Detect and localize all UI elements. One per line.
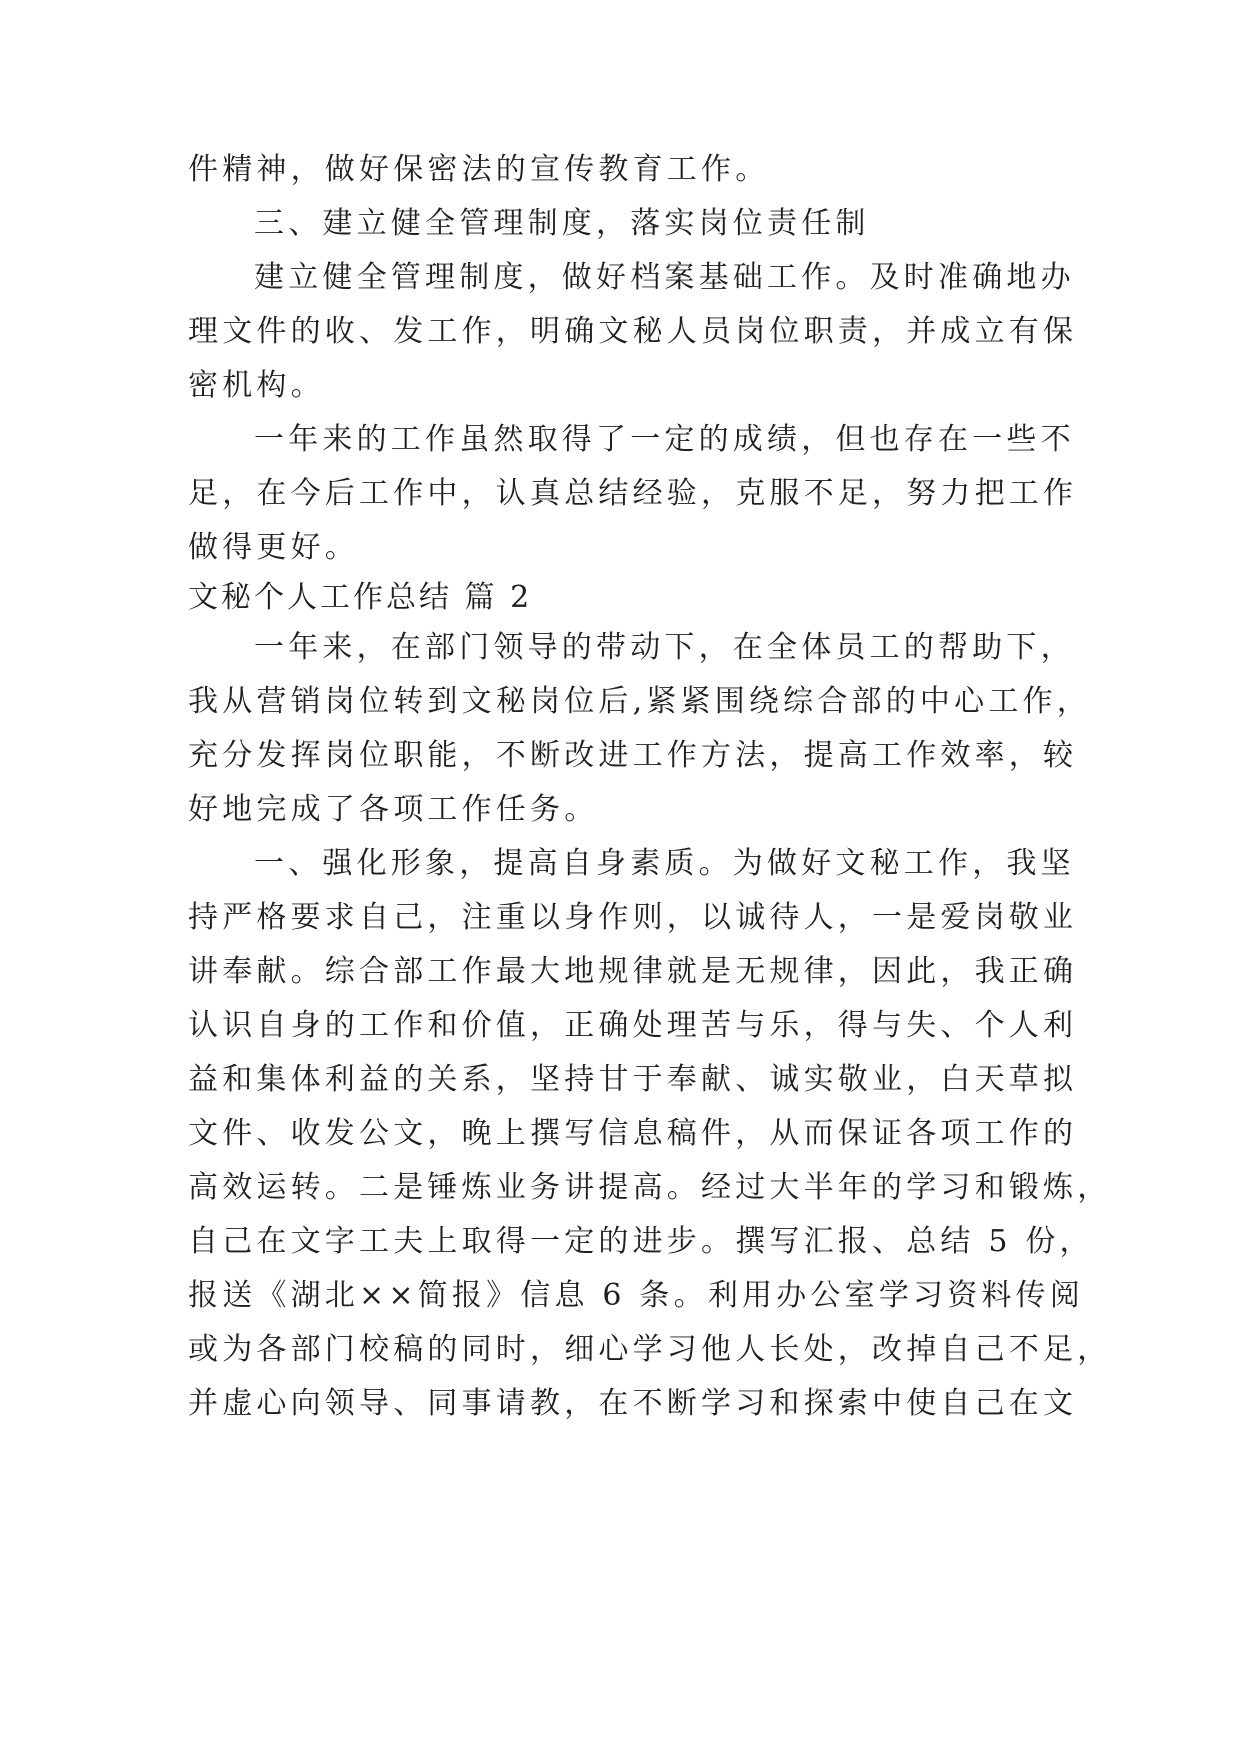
text-line: 高效运转。二是锤炼业务讲提高。经过大半年的学习和锻炼，: [188, 1170, 1112, 1205]
text-line: 理文件的收、发工作，明确文秘人员岗位职责，并成立有保: [188, 314, 1078, 349]
article-title: 文秘个人工作总结 篇 2: [188, 580, 533, 615]
text-line: 一年来的工作虽然取得了一定的成绩，但也存在一些不: [254, 422, 1075, 457]
text-line: 一年来，在部门领导的带动下，在全体员工的帮助下，: [254, 630, 1075, 665]
text-line: 益和集体利益的关系，坚持甘于奉献、诚实敬业，白天草拟: [188, 1062, 1078, 1097]
text-line: 件精神，做好保密法的宣传教育工作。: [188, 152, 770, 187]
section-heading: 三、建立健全管理制度，落实岗位责任制: [254, 206, 870, 241]
text-line: 自己在文字工夫上取得一定的进步。撰写汇报、总结 5 份，: [188, 1224, 1094, 1259]
text-line: 一、强化形象，提高自身素质。为做好文秘工作，我坚: [254, 846, 1075, 881]
text-line: 讲奉献。综合部工作最大地规律就是无规律，因此，我正确: [188, 954, 1078, 989]
text-line: 足，在今后工作中，认真总结经验，克服不足，努力把工作: [188, 476, 1078, 511]
text-line: 文件、收发公文，晚上撰写信息稿件，从而保证各项工作的: [188, 1116, 1078, 1151]
text-line: 或为各部门校稿的同时，细心学习他人长处，改掉自己不足，: [188, 1332, 1112, 1367]
text-line: 建立健全管理制度，做好档案基础工作。及时准确地办: [254, 260, 1075, 295]
text-line: 好地完成了各项工作任务。: [188, 792, 599, 827]
text-line: 持严格要求自己，注重以身作则，以诚待人，一是爱岗敬业: [188, 900, 1078, 935]
text-line: 认识自身的工作和价值，正确处理苦与乐，得与失、个人利: [188, 1008, 1078, 1043]
text-line: 做得更好。: [188, 530, 359, 565]
text-line: 我从营销岗位转到文秘岗位后,紧紧围绕综合部的中心工作，: [188, 684, 1091, 719]
text-line: 并虚心向领导、同事请教，在不断学习和探索中使自己在文: [188, 1386, 1078, 1421]
text-line: 充分发挥岗位职能，不断改进工作方法，提高工作效率，较: [188, 738, 1078, 773]
text-line: 密机构。: [188, 368, 325, 403]
text-line: 报送《湖北××简报》信息 6 条。利用办公室学习资料传阅: [188, 1278, 1085, 1313]
